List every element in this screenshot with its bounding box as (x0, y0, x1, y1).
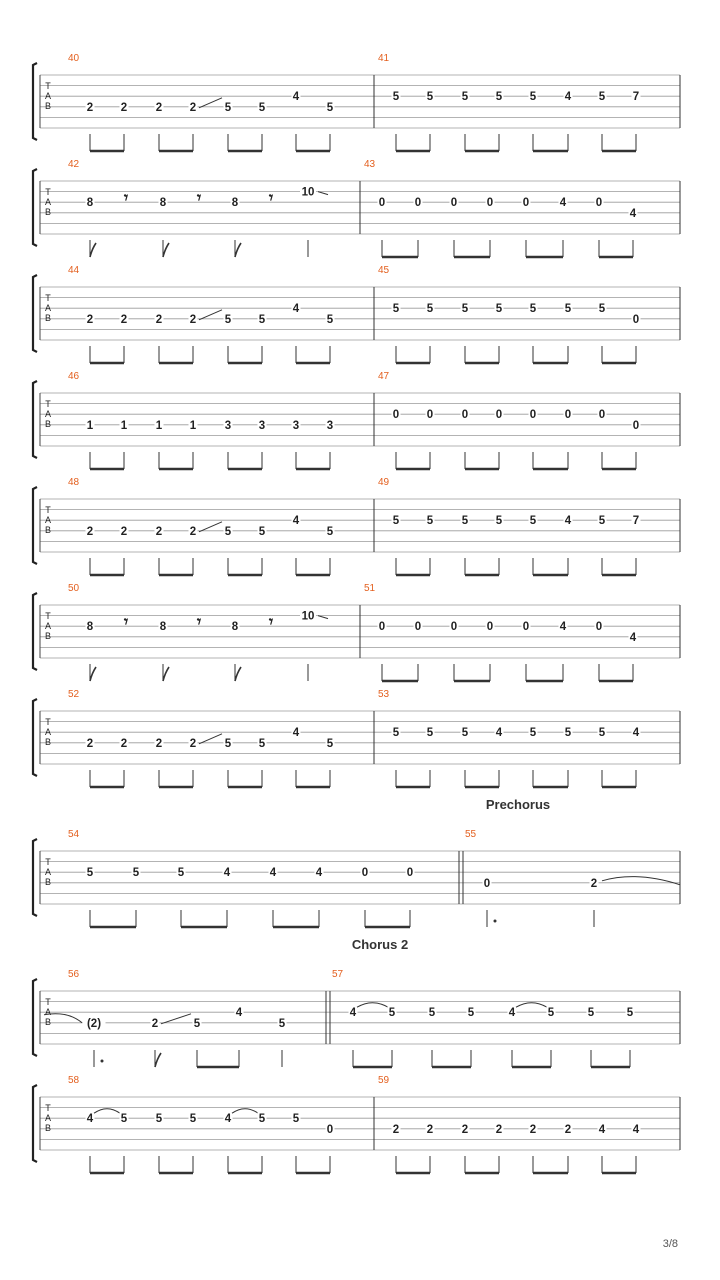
fret-number: 5 (598, 91, 606, 104)
tab-system-8 (33, 797, 680, 927)
system-bracket (33, 979, 37, 1056)
system-bracket (33, 63, 37, 140)
measure-number: 59 (378, 1075, 390, 1086)
fret-number: 3 (292, 419, 300, 432)
fret-number: 4 (559, 197, 567, 210)
tab-clef-letter: T (45, 187, 51, 197)
fret-number: 5 (598, 515, 606, 528)
fret-number: 5 (177, 867, 185, 880)
fret-number: 1 (86, 419, 94, 432)
measure-number: 48 (68, 477, 80, 488)
fret-number: 0 (378, 621, 386, 634)
tab-clef-letter: B (44, 737, 52, 747)
measure-number: 57 (332, 969, 344, 980)
eighth-flag (90, 243, 96, 257)
fret-number: 2 (529, 1123, 537, 1136)
fret-number: 4 (315, 867, 323, 880)
fret-number: 5 (258, 1113, 266, 1126)
dot (494, 920, 497, 923)
fret-number: 3 (326, 419, 334, 432)
fret-number: 5 (426, 727, 434, 740)
fret-number: 5 (428, 1007, 436, 1020)
tab-clef-letter: B (44, 525, 52, 535)
tab-clef-letter: T (45, 857, 51, 867)
measure-number: 55 (465, 829, 477, 840)
fret-number: 2 (495, 1123, 503, 1136)
fret-number: 0 (529, 409, 537, 422)
tab-clef-letter: A (44, 621, 52, 631)
fret-number: 5 (598, 303, 606, 316)
measure-number: 44 (68, 265, 80, 276)
fret-number: 4 (292, 303, 300, 316)
fret-number: 2 (86, 101, 94, 114)
tab-clef-letter: B (44, 631, 52, 641)
fret-number: 8 (159, 621, 167, 634)
fret-number: 2 (461, 1123, 469, 1136)
fret-number: 0 (483, 877, 491, 890)
fret-number: 5 (392, 303, 400, 316)
fret-number: 4 (223, 867, 231, 880)
tab-clef-letter: T (45, 81, 51, 91)
fret-number: 5 (86, 867, 94, 880)
tab-system-3 (33, 265, 680, 363)
eighth-rest: 𝄾 (196, 612, 202, 632)
tab-clef-letter: A (44, 303, 52, 313)
fret-number: 4 (292, 91, 300, 104)
fret-number: 4 (629, 631, 637, 644)
fret-number: 7 (632, 91, 640, 104)
fret-number: 1 (189, 419, 197, 432)
eighth-rest: 𝄾 (123, 612, 129, 632)
fret-number: 0 (522, 197, 530, 210)
fret-number: 4 (629, 207, 637, 220)
fret-number: 2 (86, 525, 94, 538)
fret-number: 0 (414, 197, 422, 210)
fret-number: 0 (392, 409, 400, 422)
fret-number: 5 (598, 727, 606, 740)
measure-number: 49 (378, 477, 390, 488)
tab-system-7 (33, 689, 680, 787)
eighth-flag (155, 1053, 161, 1067)
measure-number: 52 (68, 689, 80, 700)
fret-number: 4 (632, 1123, 640, 1136)
measure-number: 42 (68, 159, 80, 170)
fret-number: 5 (224, 525, 232, 538)
fret-number: 5 (326, 313, 334, 326)
fret-number: 5 (529, 727, 537, 740)
tab-system-10 (33, 1075, 680, 1173)
tab-clef-letter: T (45, 1103, 51, 1113)
tab-clef-letter: A (44, 867, 52, 877)
fret-number: 2 (189, 737, 197, 750)
measure-number: 53 (378, 689, 390, 700)
system-bracket (33, 275, 37, 352)
system-bracket (33, 699, 37, 776)
fret-number: 2 (120, 737, 128, 750)
fret-number: 5 (326, 101, 334, 114)
slide-line (199, 98, 222, 108)
fret-number: 8 (231, 621, 239, 634)
fret-number: 2 (189, 525, 197, 538)
system-bracket (33, 839, 37, 916)
fret-number: 2 (151, 1017, 159, 1030)
tab-clef-letter: B (44, 313, 52, 323)
fret-number: 4 (495, 727, 503, 740)
measure-number: 58 (68, 1075, 80, 1086)
eighth-rest: 𝄾 (268, 188, 274, 208)
eighth-flag (235, 667, 241, 681)
tab-clef-letter: A (44, 91, 52, 101)
fret-number: 0 (595, 197, 603, 210)
fret-number: 5 (587, 1007, 595, 1020)
fret-number: 2 (590, 877, 598, 890)
tab-clef-letter: B (44, 207, 52, 217)
measure-number: 43 (364, 159, 376, 170)
fret-number: 5 (461, 727, 469, 740)
fret-number: 5 (564, 303, 572, 316)
tie-arc (602, 877, 680, 885)
tab-clef-letter: T (45, 293, 51, 303)
fret-number: 5 (495, 515, 503, 528)
fret-number: 5 (461, 303, 469, 316)
fret-number: 5 (258, 313, 266, 326)
fret-number: 2 (155, 737, 163, 750)
fret-number: 2 (120, 101, 128, 114)
fret-number: 5 (189, 1113, 197, 1126)
fret-number: 5 (326, 737, 334, 750)
fret-number: 5 (529, 303, 537, 316)
eighth-flag (163, 243, 169, 257)
fret-number: 5 (132, 867, 140, 880)
measure-number: 50 (68, 583, 80, 594)
page-number: 3/8 (662, 1238, 678, 1250)
tab-clef-letter: B (44, 1123, 52, 1133)
fret-number: 5 (258, 101, 266, 114)
fret-number: 5 (388, 1007, 396, 1020)
fret-number: 2 (155, 101, 163, 114)
fret-number: 0 (522, 621, 530, 634)
fret-number: 0 (378, 197, 386, 210)
fret-number: 5 (155, 1113, 163, 1126)
fret-number: 0 (632, 419, 640, 432)
section-heading: Prechorus (485, 797, 551, 812)
fret-number: 8 (159, 197, 167, 210)
system-bracket (33, 487, 37, 564)
tab-clef-letter: B (44, 1017, 52, 1027)
fret-number: 0 (450, 621, 458, 634)
fret-number: 5 (467, 1007, 475, 1020)
fret-number: 5 (224, 101, 232, 114)
tab-clef-letter: A (44, 515, 52, 525)
fret-number: 4 (559, 621, 567, 634)
fret-number: 2 (426, 1123, 434, 1136)
fret-number: 0 (632, 313, 640, 326)
tab-clef-letter: B (44, 419, 52, 429)
fret-number: 0 (450, 197, 458, 210)
eighth-flag (163, 667, 169, 681)
fret-number: 5 (224, 737, 232, 750)
tie-arc (94, 1109, 120, 1114)
tab-clef-letter: B (44, 101, 52, 111)
fret-number: 0 (486, 621, 494, 634)
fret-number: 4 (292, 727, 300, 740)
fret-number: 4 (292, 515, 300, 528)
fret-number: 2 (155, 525, 163, 538)
fret-number: 5 (426, 303, 434, 316)
fret-number: 1 (155, 419, 163, 432)
fret-number: 3 (224, 419, 232, 432)
fret-number: 0 (426, 409, 434, 422)
fret-number: 5 (120, 1113, 128, 1126)
slide-line (199, 734, 222, 744)
fret-number: 5 (392, 515, 400, 528)
tab-system-4 (33, 371, 680, 469)
fret-number: 5 (547, 1007, 555, 1020)
fret-number: 5 (529, 91, 537, 104)
tab-clef-letter: T (45, 611, 51, 621)
fret-number: 3 (258, 419, 266, 432)
tab-clef-letter: A (44, 409, 52, 419)
fret-number: 2 (189, 101, 197, 114)
dot (101, 1060, 104, 1063)
system-bracket (33, 1085, 37, 1162)
fret-number: 5 (278, 1017, 286, 1030)
tab-system-9 (33, 937, 680, 1067)
system-bracket (33, 381, 37, 458)
fret-number: 4 (598, 1123, 606, 1136)
fret-number: 4 (632, 727, 640, 740)
fret-number: 4 (235, 1007, 243, 1020)
fret-number: 0 (564, 409, 572, 422)
fret-number: 5 (495, 303, 503, 316)
eighth-rest: 𝄾 (123, 188, 129, 208)
measure-number: 40 (68, 53, 80, 64)
fret-number: 2 (564, 1123, 572, 1136)
fret-number: 0 (495, 409, 503, 422)
tab-system-6 (33, 583, 680, 681)
tab-clef-letter: A (44, 1007, 52, 1017)
fret-number: 8 (86, 197, 94, 210)
fret-number: 5 (564, 727, 572, 740)
eighth-flag (90, 667, 96, 681)
fret-number: 2 (120, 313, 128, 326)
fret-number: 0 (406, 867, 414, 880)
tab-clef-letter: T (45, 505, 51, 515)
fret-number: 5 (258, 737, 266, 750)
fret-number: 8 (231, 197, 239, 210)
fret-number: 5 (392, 91, 400, 104)
fret-number: 7 (632, 515, 640, 528)
fret-number: 4 (86, 1113, 94, 1126)
fret-number: 5 (326, 525, 334, 538)
fret-number: 0 (326, 1123, 334, 1136)
fret-number: 5 (626, 1007, 634, 1020)
tab-clef-letter: A (44, 197, 52, 207)
tab-system-5 (33, 477, 680, 575)
tie-arc (357, 1003, 388, 1008)
fret-number: 4 (224, 1113, 232, 1126)
fret-number: 5 (193, 1017, 201, 1030)
system-bracket (33, 593, 37, 670)
fret-number: 4 (349, 1007, 357, 1020)
fret-number: 5 (392, 727, 400, 740)
slide-line (161, 1014, 191, 1024)
fret-number: 2 (189, 313, 197, 326)
measure-number: 41 (378, 53, 390, 64)
tie-arc (516, 1003, 547, 1008)
fret-number: 0 (595, 621, 603, 634)
fret-number: 4 (269, 867, 277, 880)
fret-number: 1 (120, 419, 128, 432)
fret-number: 0 (461, 409, 469, 422)
fret-number: 5 (529, 515, 537, 528)
fret-number: 5 (224, 313, 232, 326)
fret-number: 2 (86, 737, 94, 750)
slide-out (318, 616, 328, 619)
eighth-rest: 𝄾 (196, 188, 202, 208)
fret-number: 5 (426, 91, 434, 104)
tab-system-1 (33, 53, 680, 151)
slide-line (199, 522, 222, 532)
tab-clef-letter: T (45, 997, 51, 1007)
fret-number: 5 (258, 525, 266, 538)
section-heading: Chorus 2 (351, 937, 409, 952)
fret-number: 4 (564, 515, 572, 528)
fret-number: 5 (461, 515, 469, 528)
fret-number: 2 (155, 313, 163, 326)
slide-out (318, 192, 328, 195)
fret-number: 0 (486, 197, 494, 210)
system-bracket (33, 169, 37, 246)
measure-number: 45 (378, 265, 390, 276)
fret-number: 5 (461, 91, 469, 104)
eighth-flag (235, 243, 241, 257)
measure-number: 51 (364, 583, 376, 594)
fret-number: 10 (301, 610, 315, 623)
fret-number: 10 (301, 186, 315, 199)
fret-number: 2 (120, 525, 128, 538)
fret-number: (2) (86, 1017, 102, 1030)
tab-clef-letter: T (45, 399, 51, 409)
fret-number: 2 (392, 1123, 400, 1136)
fret-number: 0 (361, 867, 369, 880)
tie-arc (232, 1109, 258, 1114)
fret-number: 8 (86, 621, 94, 634)
fret-number: 4 (564, 91, 572, 104)
fret-number: 5 (426, 515, 434, 528)
slide-line (199, 310, 222, 320)
measure-number: 46 (68, 371, 80, 382)
fret-number: 2 (86, 313, 94, 326)
fret-number: 5 (495, 91, 503, 104)
fret-number: 0 (414, 621, 422, 634)
tab-system-2 (33, 159, 680, 257)
measure-number: 54 (68, 829, 80, 840)
fret-number: 4 (508, 1007, 516, 1020)
measure-number: 47 (378, 371, 390, 382)
measure-number: 56 (68, 969, 80, 980)
eighth-rest: 𝄾 (268, 612, 274, 632)
fret-number: 5 (292, 1113, 300, 1126)
tab-clef-letter: A (44, 1113, 52, 1123)
tab-clef-letter: A (44, 727, 52, 737)
tab-clef-letter: B (44, 877, 52, 887)
tab-clef-letter: T (45, 717, 51, 727)
fret-number: 0 (598, 409, 606, 422)
